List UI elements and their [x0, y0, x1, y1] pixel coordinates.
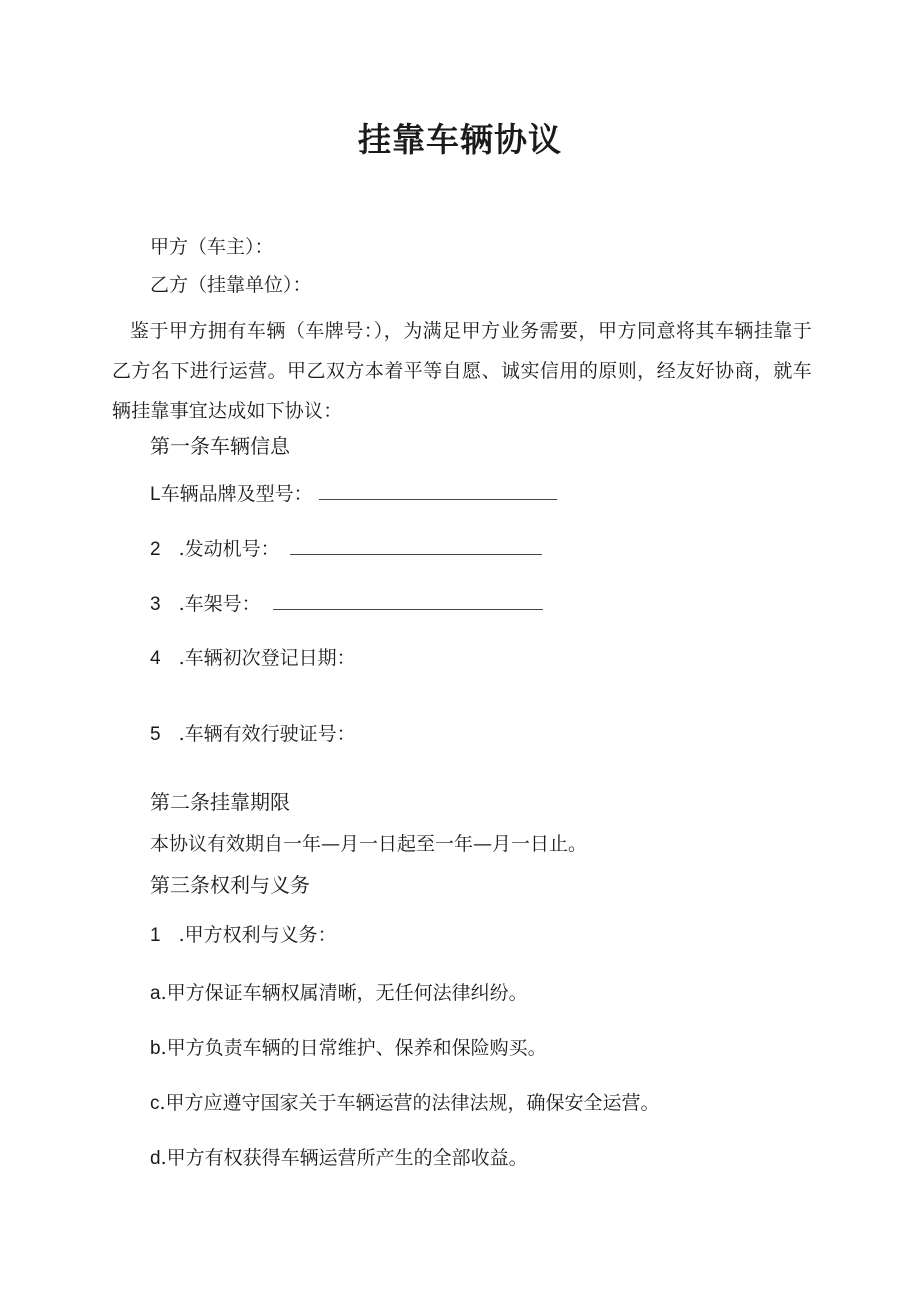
item-letter: a — [150, 983, 161, 1004]
item-label: .车辆有效行驶证号： — [178, 723, 356, 745]
item-text: .甲方应遵守国家关于车辆运营的法律法规，确保安全运营。 — [159, 1092, 660, 1114]
item-number: 1 — [150, 925, 161, 946]
rights-item-a — [150, 980, 528, 1007]
item-letter: c — [150, 1093, 160, 1114]
item-number: 5 — [150, 724, 161, 745]
item-text: .甲方保证车辆权属清晰，无任何法律纠纷。 — [160, 982, 528, 1004]
item-label: .发动机号： — [178, 538, 280, 560]
article-3-heading: 第三条权利与义务 — [150, 873, 310, 897]
item-number: 2 — [150, 539, 161, 560]
item-label: .车架号： — [178, 593, 261, 615]
item-label: .车辆初次登记日期： — [178, 647, 356, 669]
party-a-rights-heading — [150, 922, 337, 949]
item-label: 车辆品牌及型号： — [160, 483, 313, 505]
fill-in-blank — [273, 591, 543, 610]
item-number: 3 — [150, 594, 161, 615]
rights-item-c — [150, 1090, 660, 1117]
vehicle-info-item-5 — [150, 721, 356, 748]
rights-item-d — [150, 1145, 528, 1172]
preamble-paragraph: 鉴于甲方拥有车辆（车牌号：），为满足甲方业务需要，甲方同意将其车辆挂靠于乙方名下进行运营。甲乙双方本着平等自愿、诚实信用的原则，经友好协商，就车辆挂靠事宜达成如下协议： — [112, 320, 812, 422]
item-letter: d — [150, 1148, 161, 1169]
document-title: 挂靠车辆协议 — [358, 120, 562, 159]
item-number: L — [150, 484, 161, 505]
rights-item-b — [150, 1035, 547, 1062]
vehicle-info-item-3 — [150, 591, 543, 618]
party-a-line: 甲方（车主）： — [150, 236, 274, 258]
item-number: 4 — [150, 648, 161, 669]
fill-in-blank — [290, 536, 542, 555]
article-2-heading: 第二条挂靠期限 — [150, 790, 290, 814]
term-text: 本协议有效期自一年—月一日起至一年—月一日止。 — [150, 833, 588, 855]
article-1-heading: 第一条车辆信息 — [150, 434, 290, 458]
vehicle-info-item-4 — [150, 645, 356, 672]
party-b-line: 乙方（挂靠单位）： — [150, 274, 312, 296]
vehicle-info-item-1 — [150, 481, 557, 508]
item-text: .甲方有权获得车辆运营所产生的全部收益。 — [160, 1147, 528, 1169]
vehicle-info-item-2 — [150, 536, 542, 563]
item-text: .甲方负责车辆的日常维护、保养和保险购买。 — [160, 1037, 547, 1059]
item-label: .甲方权利与义务： — [178, 924, 337, 946]
item-letter: b — [150, 1038, 161, 1059]
fill-in-blank — [319, 481, 557, 500]
